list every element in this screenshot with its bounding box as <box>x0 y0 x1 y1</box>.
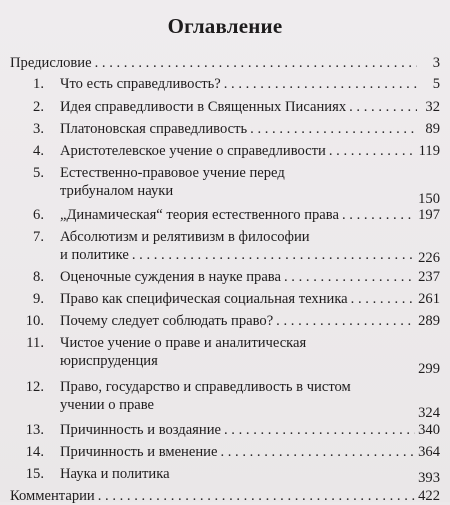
toc-entry-label: Причинность и вменение <box>60 444 218 460</box>
dot-leader <box>329 143 416 160</box>
toc-page-number: 150 <box>418 191 440 207</box>
toc-page-number: 289 <box>418 313 440 329</box>
toc-page-number: 3 <box>432 55 440 71</box>
dot-leader <box>250 121 417 138</box>
dot-leader <box>98 488 415 505</box>
chapter-number: 15. <box>25 466 44 482</box>
toc-entry-label: „Динамическая“ теория естественного права <box>60 207 339 223</box>
toc-entry-label-continued: учении о праве <box>60 397 155 413</box>
toc-entry-label: Платоновская справедливость <box>60 121 248 137</box>
dot-leader <box>132 247 415 264</box>
chapter-number: 2. <box>33 99 44 115</box>
dot-leader <box>351 291 415 308</box>
chapter-number: 8. <box>33 269 44 285</box>
chapter-number: 13. <box>25 422 44 438</box>
toc-entry-label: Что есть справедливость? <box>60 76 221 92</box>
chapter-number: 3. <box>33 121 44 137</box>
dot-leader <box>284 269 415 286</box>
dot-leader <box>220 444 415 461</box>
toc-entry-label: Право, государство и справедливость в чистом <box>60 379 351 395</box>
dot-leader <box>95 55 417 72</box>
toc-page-number: 422 <box>418 488 440 504</box>
toc-entry-label: Чистое учение о праве и аналитическая <box>60 335 307 351</box>
toc-entry-label: Идея справедливости в Священных Писаниях <box>60 99 347 115</box>
toc-page-number: 5 <box>432 76 440 92</box>
toc-page-number: 364 <box>418 444 440 460</box>
dot-leader <box>224 76 417 93</box>
toc-entry-label: Оценочные суждения в науке права <box>60 269 281 285</box>
chapter-number: 9. <box>33 291 44 307</box>
toc-entry-label: Комментарии <box>10 488 95 504</box>
chapter-number: 4. <box>33 143 44 159</box>
dot-leader <box>342 207 415 224</box>
toc-entry-label: Естественно-правовое учение перед <box>60 165 285 181</box>
toc-page-number: 261 <box>418 291 440 307</box>
toc-entry-label: Право как специфическая социальная техника <box>60 291 348 307</box>
chapter-number: 5. <box>33 165 44 181</box>
toc-page-number: 237 <box>418 269 440 285</box>
chapter-number: 12. <box>25 379 44 395</box>
chapter-number: 10. <box>25 313 44 329</box>
toc-page-number: 340 <box>418 422 440 438</box>
toc-page-number: 299 <box>418 361 440 377</box>
toc-entry-label: Почему следует соблюдать право? <box>60 313 274 329</box>
toc-entry-label-continued: трибуналом науки <box>60 183 174 199</box>
toc-entry-label: Аристотелевское учение о справедливости <box>60 143 326 159</box>
toc-page-number: 393 <box>418 470 440 486</box>
toc-entry-label-continued: и политике <box>60 247 129 263</box>
toc-page-number: 226 <box>418 250 440 266</box>
dot-leader <box>224 422 415 439</box>
chapter-number: 14. <box>25 444 44 460</box>
toc-entry-label: Наука и политика <box>60 466 170 482</box>
chapter-number: 6. <box>33 207 44 223</box>
chapter-number: 1. <box>33 76 44 92</box>
chapter-number: 11. <box>26 335 44 351</box>
toc-entry-label: Предисловие <box>10 55 92 71</box>
toc-page-number: 324 <box>418 405 440 421</box>
toc-page-number: 32 <box>425 99 440 115</box>
toc-page-number: 197 <box>418 207 440 223</box>
dot-leader <box>276 313 415 330</box>
toc-entry-label-continued: юриспруденция <box>60 353 158 369</box>
dot-leader <box>349 99 417 116</box>
toc-page-number: 89 <box>425 121 440 137</box>
toc-entry-label: Причинность и воздаяние <box>60 422 221 438</box>
toc-entry-label: Абсолютизм и релятивизм в философии <box>60 229 310 245</box>
page-title: Оглавление <box>167 14 283 38</box>
toc-page-number: 119 <box>418 143 440 159</box>
chapter-number: 7. <box>33 229 44 245</box>
